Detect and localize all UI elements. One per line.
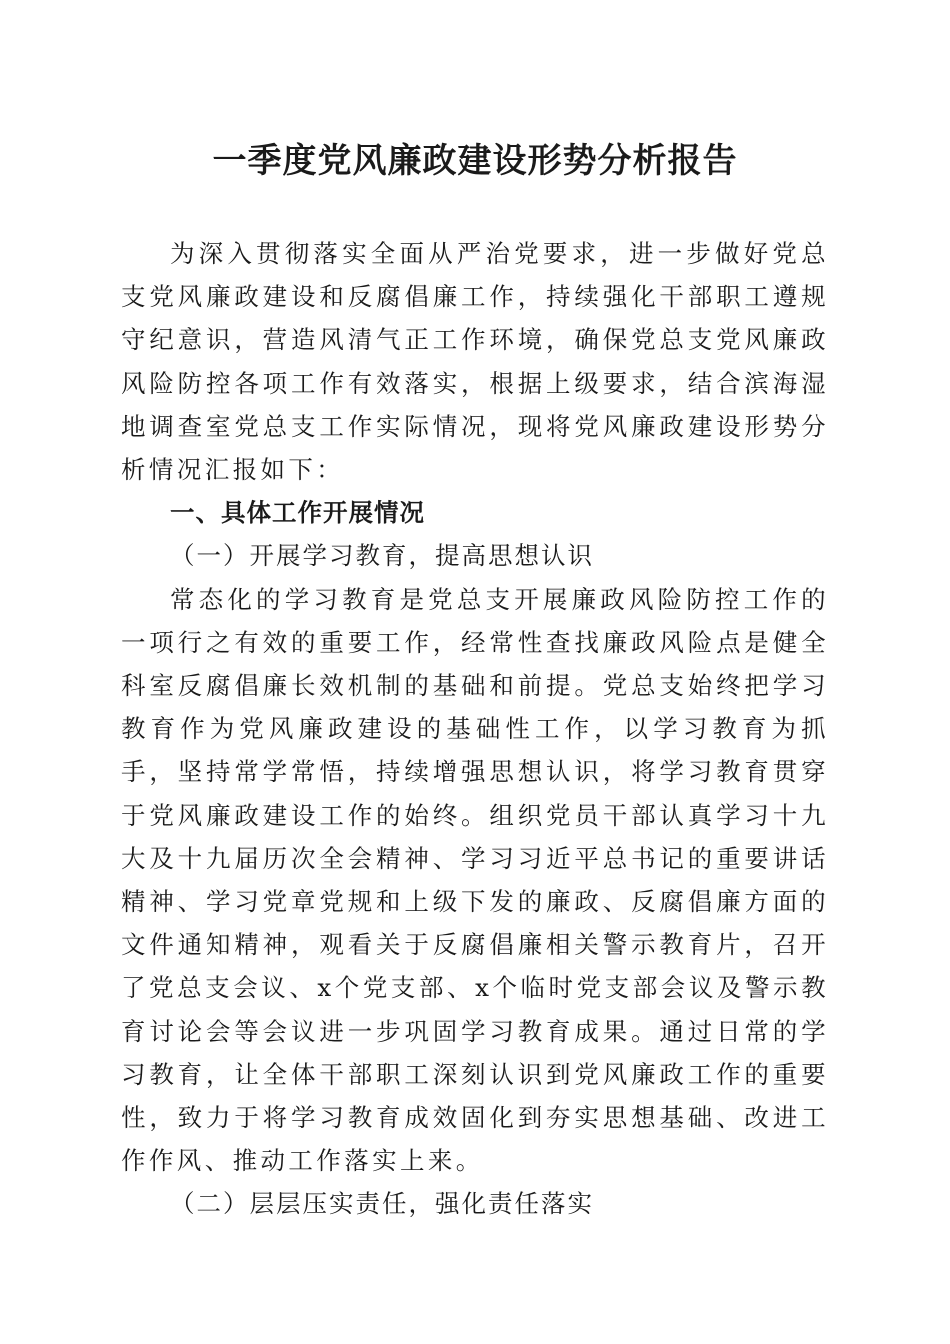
subsection-heading-1: （一）开展学习教育，提高思想认识 <box>170 541 594 571</box>
document-body <box>121 232 829 1226</box>
subsection-heading-2: （二）层层压实责任，强化责任落实 <box>170 1189 594 1219</box>
subsection-1-paragraph: 常态化的学习教育是党总支开展廉政风险防控工作的一项行之有效的重要工作，经常性查找廉政风险点是健全科室反腐倡廉长效机制的基础和前提。党总支始终把学习教育作为党风廉政建设的基础性工作，以学习教育为抓手，坚持常学常悟，持续增强思想认识，将学习教育贯穿于党风廉政建设工作的始终。组织党员干部认真学习十九大及十九届历次全会精神、学习习近平总书记的重要讲话精神、学习党章党规和上级下发的廉政、反腐倡廉方面的文件通知精神，观看关于反腐倡廉相关警示教育片，召开了党总支会议、x个党支部、x个临时党支部会议及警示教育讨论会等会议进一步巩固学习教育成果。通过日常的学习教育，让全体干部职工深刻认识到党风廉政工作的重要性，致力于将学习教育成效固化到夯实思想基础、改进工作作风、推动工作落实上来。 <box>121 584 829 1176</box>
intro-paragraph: 为深入贯彻落实全面从严治党要求，进一步做好党总支党风廉政建设和反腐倡廉工作，持续强化干部职工遵规守纪意识，营造风清气正工作环境，确保党总支党风廉政风险防控各项工作有效落实，根据上级要求，结合滨海湿地调查室党总支工作实际情况，现将党风廉政建设形势分析情况汇报如下： <box>121 239 829 485</box>
section-heading: 一、具体工作开展情况 <box>170 498 425 528</box>
document-title: 一季度党风廉政建设形势分析报告 <box>212 141 738 181</box>
